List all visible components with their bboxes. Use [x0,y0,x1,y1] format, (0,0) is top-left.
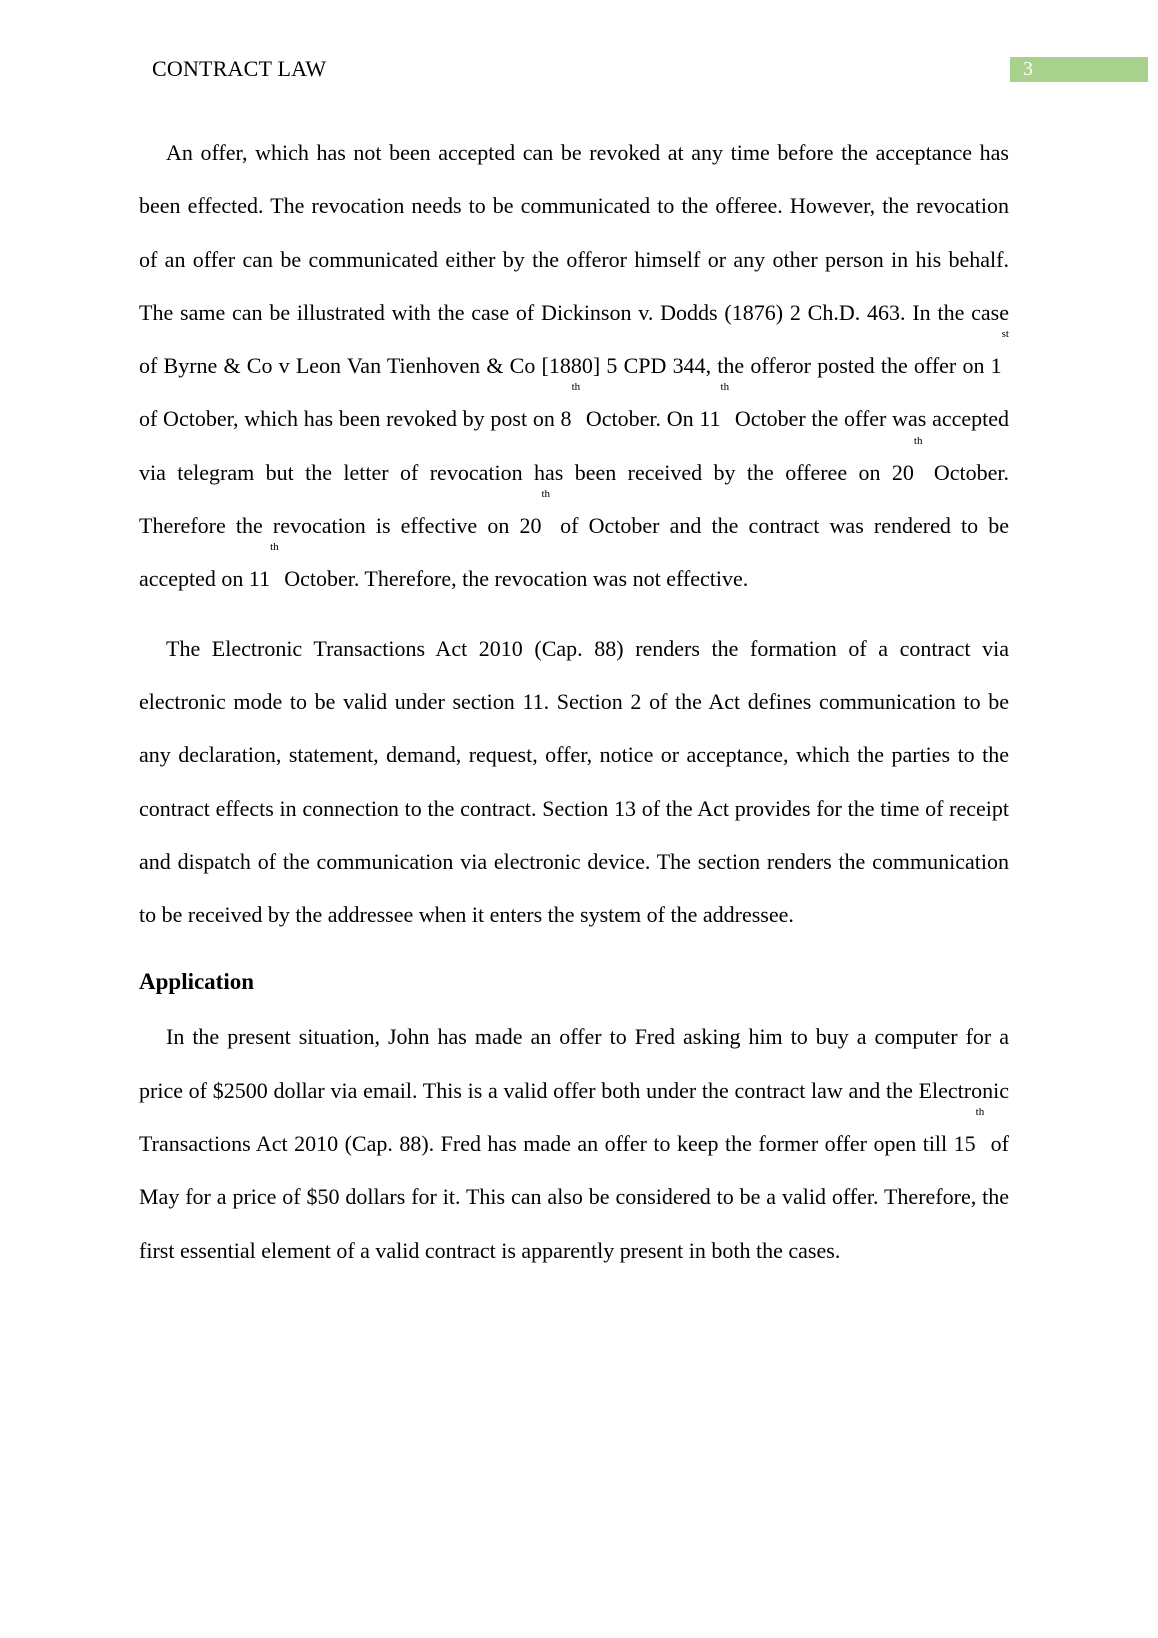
ordinal-suffix: st [1001,328,1009,341]
paragraph-text: of October, which has been revoked by post on 8 [139,406,572,432]
ordinal-suffix: th [270,541,279,554]
paragraph-text: An offer, which has not been accepted can be revoked at any time before the acceptance has been effected. The revocation needs to be communicated to the offeree. However, the revocation of an offer can be communicated either by the offeror himself or any other person in his behalf. The same can be illustrated with the case of Dickinson v. Dodds (1876) 2 Ch.D. 463. In the case of Byrne & Co v Leon Van Tienhoven & Co [1880] 5 CPD 344, the offeror posted the offer on 1 [139,140,1009,379]
paragraph-electronic-transactions-act: The Electronic Transactions Act 2010 (Cap. 88) renders the formation of a contract via electronic mode to be valid under section 11. Section 2 of the Act defines communication to be any declaration, statement, demand, request, offer, notice or acceptance, which the parties to the contract effects in connection to the contract. Section 13 of the Act provides for the time of receipt and dispatch of the communication via electronic device. The section renders the communication to be received by the addressee when it enters the system of the addressee. [139,635,1009,928]
ordinal-suffix: th [975,1106,985,1119]
page-number: 3 [1023,58,1033,80]
page-number-box [1010,57,1148,82]
paragraph-text: of October and the contract was rendered to be accepted on 11 [139,513,1009,592]
page-header [0,0,1158,100]
paragraph-text: October. On 11 [580,406,721,432]
document-body [139,126,1009,1277]
paragraph-revocation [139,126,1009,606]
paragraph-text: October. Therefore, the revocation was not effective. [278,566,749,592]
paragraph-text: October the offer was accepted via telegram but the letter of revocation has been received by the offeree on 20 [139,406,1010,485]
paragraph-text: In the present situation, John has made an offer to Fred asking him to buy a computer for a price of $2500 dollar via email. This is a valid offer both under the contract law and the Electronic Transactions Act 2010 (Cap. 88). Fred has made an offer to keep the former offer open till 15 [139,1024,1009,1157]
paragraph-application [139,1010,1009,1276]
paragraph-text: of May for a price of $50 dollars for it. This can also be considered to be a valid offer. Therefore, the first essential element of a valid contract is apparently present in both the cases. [139,1131,1010,1263]
section-heading-application: Application [139,969,255,995]
paragraph-text: October. Therefore the revocation is effective on 20 [139,459,1009,539]
ordinal-suffix: th [571,381,581,394]
ordinal-suffix: th [541,488,551,501]
ordinal-suffix: th [913,434,923,447]
running-head-title: CONTRACT LAW [152,56,327,81]
ordinal-suffix: th [720,381,730,394]
